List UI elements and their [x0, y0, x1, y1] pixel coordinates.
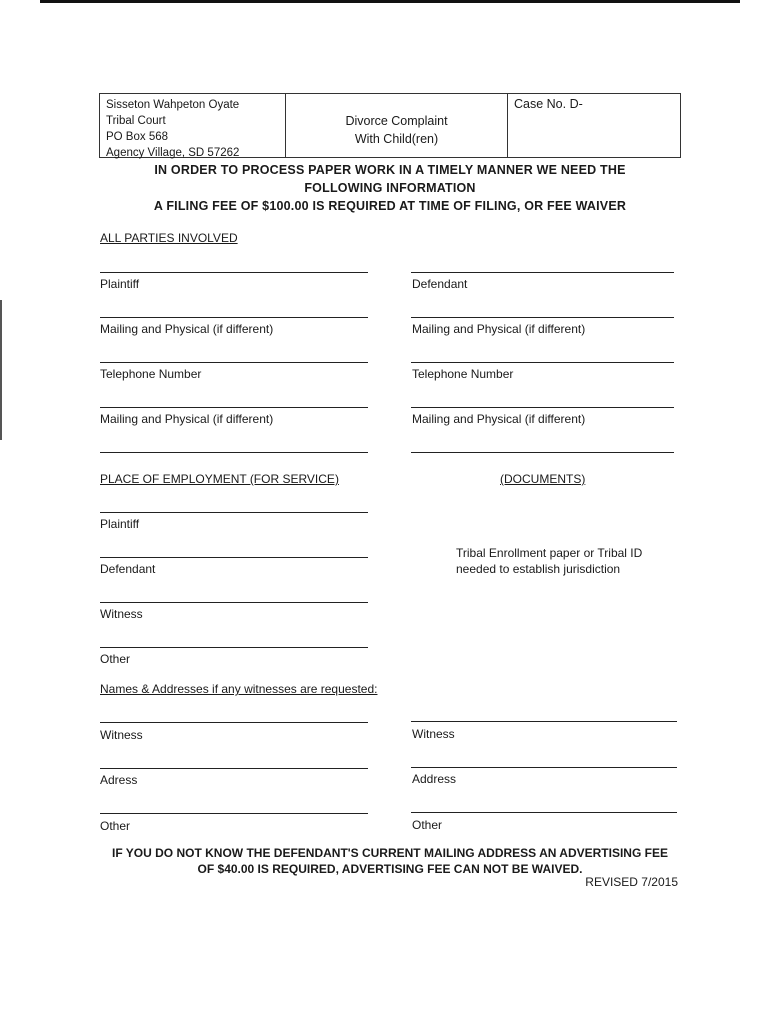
extra-right-line[interactable]	[411, 452, 674, 453]
scan-edge	[40, 0, 740, 3]
parties-heading: ALL PARTIES INVOLVED	[100, 231, 238, 245]
plaintiff-phone-line[interactable]	[100, 362, 368, 363]
defendant-line[interactable]	[411, 272, 674, 273]
plaintiff-line[interactable]	[100, 272, 368, 273]
plaintiff-mailing-label: Mailing and Physical (if different)	[100, 322, 274, 336]
header-table	[99, 93, 681, 158]
defendant-phone-line[interactable]	[411, 362, 674, 363]
defendant-mailing-label: Mailing and Physical (if different)	[412, 322, 586, 336]
employment-plaintiff-label: Plaintiff	[100, 517, 140, 531]
form-title	[286, 94, 508, 157]
defendant-mailing-line[interactable]	[411, 317, 674, 318]
employment-defendant-line[interactable]	[100, 557, 368, 558]
employment-other-label: Other	[100, 652, 131, 666]
court-po-box: PO Box 568	[106, 131, 169, 143]
case-number-label: Case No. D-	[514, 97, 583, 111]
employment-heading: PLACE OF EMPLOYMENT (FOR SERVICE)	[100, 472, 339, 486]
witness-left-line[interactable]	[100, 722, 368, 723]
employment-witness-label: Witness	[100, 607, 143, 621]
documents-note-line1: Tribal Enrollment paper or Tribal ID	[456, 546, 643, 560]
revision-date: REVISED 7/2015	[585, 875, 678, 889]
employment-other-line[interactable]	[100, 647, 368, 648]
other-left-line[interactable]	[100, 813, 368, 814]
form-title-line2: With Child(ren)	[354, 131, 439, 146]
address-right-line[interactable]	[411, 767, 677, 768]
plaintiff-mailing-line[interactable]	[100, 317, 368, 318]
documents-note	[456, 545, 642, 577]
employment-defendant-label: Defendant	[100, 562, 156, 576]
plaintiff-mailing2-label: Mailing and Physical (if different)	[100, 412, 274, 426]
plaintiff-phone-label: Telephone Number	[100, 367, 202, 381]
notice-line2: FOLLOWING INFORMATION	[304, 181, 476, 195]
employment-plaintiff-line[interactable]	[100, 512, 368, 513]
witness-right-line[interactable]	[411, 721, 677, 722]
defendant-label: Defendant	[412, 277, 468, 291]
court-name: Sisseton Wahpeton Oyate	[106, 99, 240, 111]
witnesses-heading: Names & Addresses if any witnesses are requested:	[100, 682, 378, 696]
witness-right-label: Witness	[412, 727, 455, 741]
notice-line1: IN ORDER TO PROCESS PAPER WORK IN A TIMELY MANNER WE NEED THE	[154, 163, 626, 177]
witness-left-label: Witness	[100, 728, 143, 742]
plaintiff-mailing2-line[interactable]	[100, 407, 368, 408]
other-right-line[interactable]	[411, 812, 677, 813]
case-number-field[interactable]	[508, 94, 680, 157]
address-left-label: Adress	[100, 773, 138, 787]
court-city: Agency Village, SD 57262	[106, 147, 240, 159]
notice-line3: A FILING FEE OF $100.00 IS REQUIRED AT TIME OF FILING, OR FEE WAIVER	[153, 199, 627, 213]
documents-note-line2: needed to establish jurisdiction	[456, 562, 621, 576]
court-address	[100, 94, 286, 157]
extra-left-line[interactable]	[100, 452, 368, 453]
address-right-label: Address	[412, 772, 457, 786]
other-left-label: Other	[100, 819, 131, 833]
scan-margin-mark	[0, 300, 2, 440]
plaintiff-label: Plaintiff	[100, 277, 140, 291]
other-right-label: Other	[412, 818, 443, 832]
defendant-mailing2-line[interactable]	[411, 407, 674, 408]
defendant-phone-label: Telephone Number	[412, 367, 514, 381]
employment-witness-line[interactable]	[100, 602, 368, 603]
court-subname: Tribal Court	[106, 115, 166, 127]
defendant-mailing2-label: Mailing and Physical (if different)	[412, 412, 586, 426]
address-left-line[interactable]	[100, 768, 368, 769]
documents-heading: (DOCUMENTS)	[500, 472, 586, 486]
advertising-notice-line2: OF $40.00 IS REQUIRED, ADVERTISING FEE CAN NOT BE WAIVED.	[197, 862, 583, 876]
advertising-notice-line1: IF YOU DO NOT KNOW THE DEFENDANT'S CURRENT MAILING ADDRESS AN ADVERTISING FEE	[112, 846, 668, 860]
form-title-line1: Divorce Complaint	[345, 113, 448, 128]
